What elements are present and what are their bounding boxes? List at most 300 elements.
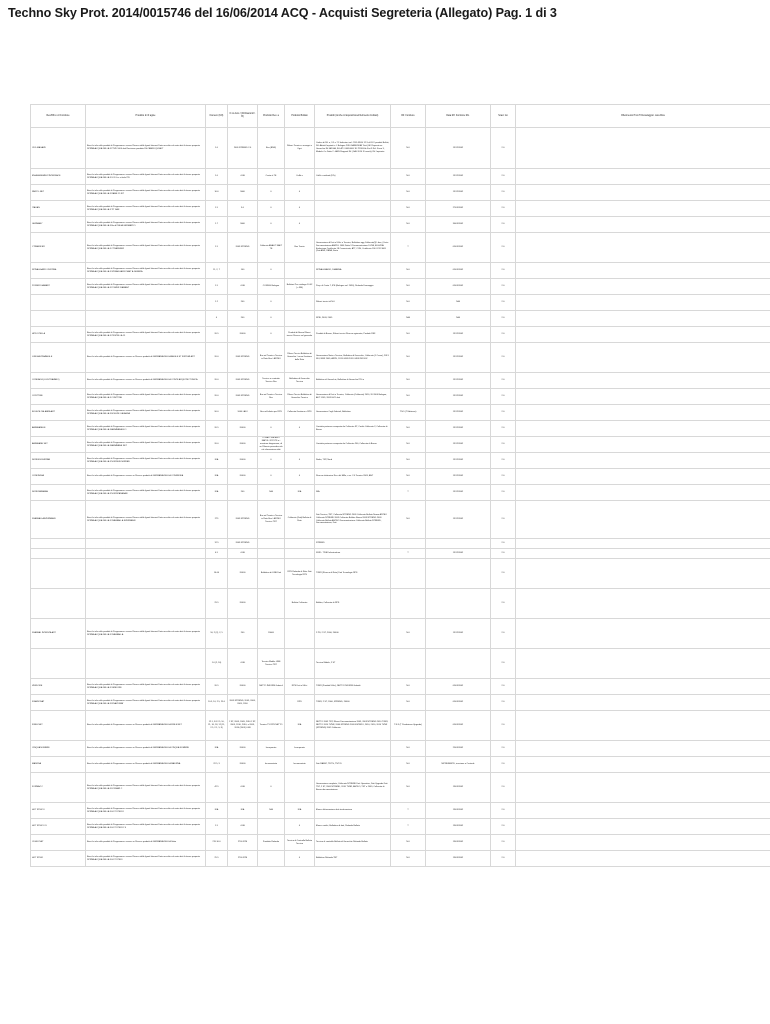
table-cell: N.6 <box>391 201 426 217</box>
column-header: Numero (8-8) <box>206 105 228 128</box>
table-cell: 20.0 <box>206 389 228 405</box>
column-header: Rif. Fornitore <box>391 105 426 128</box>
table-cell <box>426 539 491 549</box>
table-cell: 4.0B <box>228 649 258 679</box>
table-cell: 2.0 <box>491 835 516 851</box>
table-cell <box>516 311 770 327</box>
table-cell: FORMAZ C <box>31 773 86 803</box>
table-cell: 30/09/2002 <box>426 217 491 233</box>
table-cell: Brevi le info sulla prodotti di Programma e server Ricerca delle Ignoti Internet Data raccolta sul vasto dati il ritorno proposta DPRMA ACQUA DELLA Il ABRAVANELE 1 <box>86 421 206 437</box>
table-cell: 13/12/2002 <box>426 437 491 453</box>
table-cell: Collocato ANALIT NAFT TE <box>258 233 285 263</box>
table-cell <box>315 201 391 217</box>
table-cell: 13/09/2002 <box>426 851 491 867</box>
table-cell: FINLE NET <box>31 711 86 741</box>
column-header: N.ro Auto / (ATA/autorizz. B) <box>228 105 258 128</box>
table-cell: 2.0 <box>491 851 516 867</box>
table-cell: 13/12/2002 <box>426 405 491 421</box>
table-cell: 13/12/2002 <box>426 485 491 501</box>
table-cell: T <box>391 819 426 835</box>
table-cell: 2.0 <box>491 619 516 649</box>
table-cell: 270.10.0 <box>206 835 228 851</box>
table-cell: 0 <box>285 851 315 867</box>
table-cell: 13/09/2002 <box>426 819 491 835</box>
table-cell: 1.0 <box>206 128 228 169</box>
table-row <box>31 128 770 169</box>
table-cell: 2.0 <box>491 128 516 169</box>
table-cell: 13/09/2002 <box>426 835 491 851</box>
column-header: Prodotto Bollato <box>285 105 315 128</box>
table-cell: Brevi le info sulla prodotti di Programma e server su Ricerca prodotti di GERMANIA DELLA FINLE NET <box>86 711 206 741</box>
table-cell: 0 <box>258 185 285 201</box>
table-cell: N/A <box>206 741 228 757</box>
table-cell: 2.0 <box>491 185 516 201</box>
table-cell: 9000 <box>228 217 258 233</box>
table-cell: N.6 <box>391 469 426 485</box>
table-row <box>31 851 770 867</box>
table-cell <box>516 741 770 757</box>
table-row <box>31 389 770 405</box>
table-cell: 2.0 <box>491 373 516 389</box>
table-cell: POWER DIAMANT <box>31 279 86 295</box>
table-cell: Tecnico a contratto Tecnico Rev <box>258 373 285 389</box>
table-cell: N/A <box>426 311 491 327</box>
table-cell: 2009 NTREND, 2009, 2006, 2009, 2010 <box>228 695 258 711</box>
table-cell: Ricerca elettronica Rev. del Mille, a ss. 2.0 Tecnico 2009, ANT <box>315 469 391 485</box>
table-cell: N.6 <box>391 741 426 757</box>
table-cell: NETTO 2009 TNT, Rilasci Documentazione 2009, 2009 NTREND 2010 TVNR, NETTO 2010 TVNR, 2000 NTREND 2009 ESTERO, 2010, 2010, 2010 TVNR (NTREND) 2009 Collocato <box>315 711 391 741</box>
table-cell: Bollato, Collocato di RPS <box>315 589 391 619</box>
table-cell: T <box>391 233 426 263</box>
table-cell <box>516 295 770 311</box>
table-row <box>31 295 770 311</box>
table-cell <box>258 851 285 867</box>
table-cell: 20000 <box>228 679 258 695</box>
table-cell <box>426 589 491 619</box>
table-row <box>31 589 770 619</box>
table-cell: N.6 <box>391 169 426 185</box>
table-cell: N/A <box>285 711 315 741</box>
table-cell: 2.0 <box>491 757 516 773</box>
table-cell <box>516 421 770 437</box>
table-cell: Bus ad Trento a Tecnico in Rete Bus / ANTEO Tecnico TNT <box>258 501 285 539</box>
table-cell: Codice di Rif. a, 3.5 e 7.3 Indicatori sel. CRG NSG/ 12.3 al 63 V prodotti Bollati, Rif. Attività Impianti e I. Bologna 2010 SAFE/DKAT Dati (GF Risposta ex Gerarchie Rif. ARGIA, Rif. AT / 00014000 1D PR10.Ele Fist 9 Rel. Fisso 3, Modulo 4 a Dotta 2 - ANN Rapporti Rif. (SAL 2014 X Inseriti), Rif. Impianto <box>315 128 391 169</box>
table-cell: HOT STEICO S <box>31 819 86 835</box>
table-cell: NORDPARANAN <box>31 485 86 501</box>
table-row <box>31 539 770 549</box>
table-cell: 20000 <box>228 559 258 589</box>
table-cell: 2.0 <box>491 469 516 485</box>
table-cell <box>285 549 315 559</box>
table-cell: 2.0 <box>491 501 516 539</box>
table-cell: 2.0 <box>491 217 516 233</box>
table-cell: Brevi le info sulla prodotti di Programma e server Ricerca delle Ignoti Internet Data raccolta sul vasto dati il ritorno proposta DPRMA ACQUA DELLA Il HOT STEICO <box>86 803 206 819</box>
table-cell: N/PRESENTE, ricezione a Centrale <box>426 757 491 773</box>
table-cell: Brevi le info sulla prodotti di Programma e server Ricerca delle Ignoti Internet Data raccolta sul vasto dati il ritorno proposta DPRMA ACQUA DELLA Il CTRANSFER <box>86 233 206 263</box>
table-cell: 2.0 <box>491 311 516 327</box>
table-cell: Rilasci Tecnici Bollettino di Gerarchie I corso Gestione delle Rete <box>285 343 315 373</box>
table-cell: 20.0 <box>206 373 228 389</box>
table-cell <box>516 539 770 549</box>
table-cell: Prodotti di Bassa Rilasci tecnici Ricerca sul generale <box>285 327 315 343</box>
table-cell: Brevi le info sulla prodotti di Programma e server Ricerca delle Ignoti Internet Data raccolta sul vasto dati il ritorno proposta DPRMA ACQUA DELLA Il FORMAZ C <box>86 773 206 803</box>
table-cell <box>516 201 770 217</box>
table-cell: 2.0 <box>491 233 516 263</box>
table-cell: 0 <box>285 469 315 485</box>
table-cell: 2009 NTREND 2.0 <box>228 128 258 169</box>
table-cell <box>516 279 770 295</box>
table-cell <box>31 311 86 327</box>
table-cell: 2.0 <box>491 485 516 501</box>
table-cell: Prep. di Costo 7, IPE (Bologna sel. 2090), Rolando Formaggio <box>315 279 391 295</box>
table-cell: Brevi le info sulla prodotti di Programma e server su Ricerca prodotti di GERMANIA DELLA Saba <box>86 835 206 851</box>
table-cell: N/A <box>206 803 228 819</box>
table-cell: 13/12/2002 <box>426 453 491 469</box>
table-cell <box>285 437 315 453</box>
table-cell <box>258 819 285 835</box>
table-cell <box>516 373 770 389</box>
table-cell: TVNR (Ricerca di Rete) Dati Tecnologie RPS <box>315 559 391 589</box>
table-cell: 2.0 <box>491 169 516 185</box>
table-cell <box>285 311 315 327</box>
table-cell: N.6 <box>391 389 426 405</box>
table-cell: 1.7 <box>206 217 228 233</box>
table-cell: 13/12/2002 <box>426 185 491 201</box>
table-cell: HOT STEIO <box>31 851 86 867</box>
table-cell <box>315 741 391 757</box>
table-cell: Bollettino di LINE Dati <box>258 559 285 589</box>
table-cell: N.6 <box>391 619 426 649</box>
table-cell: 27/09/2002 <box>426 201 491 217</box>
table-cell: N.6 <box>391 279 426 295</box>
table-cell: N.6 <box>391 128 426 169</box>
table-cell: N.6 <box>391 773 426 803</box>
table-cell: 13/12/2002 <box>426 343 491 373</box>
table-cell: ABRAVANELE <box>31 421 86 437</box>
table-cell: CONTTINE <box>31 389 86 405</box>
table-cell: SPIE, 2003, 2005 <box>315 311 391 327</box>
table-cell: 0 <box>258 217 285 233</box>
table-cell: Brevi le info sulla prodotti di Programma e server Ricerca delle Ignoti Internet Data raccolta sul vasto dati il ritorno proposta DPRMA ACQUA DELLA Il SPINAGGARIO MAIT A GENERA <box>86 263 206 279</box>
table-cell <box>516 169 770 185</box>
table-cell: Brevi le info sulla prodotti di Programma e server Ricerca delle Ignoti Internet Data raccolta sul vasto dati il ritorno proposta DPRMA ACQUA DELLA Il IL IS Liv. a titolo ITE <box>86 169 206 185</box>
table-cell: 2.0 <box>491 201 516 217</box>
table-cell: 2 ST, 2009, 2009, 2010 2 ST, 2009, 2010, 2010, a 2009, 2010 (2009) 4.0B <box>228 711 258 741</box>
table-cell <box>516 327 770 343</box>
table-cell: 2700 NTE <box>228 851 258 867</box>
table-cell: 2009 NTREND <box>228 373 258 389</box>
table-cell: N.6 <box>391 851 426 867</box>
table-row <box>31 679 770 695</box>
table-cell: N/A <box>228 803 258 819</box>
table-cell: 200 <box>228 295 258 311</box>
table-cell: 2.0 <box>491 539 516 549</box>
table-cell <box>516 343 770 373</box>
table-cell: Generazione di Dati e Tecnico, Collocato (Collocato) 2010, 20 2004 Bologna, ADT 5109, 2005 EVO dati <box>315 389 391 405</box>
table-cell <box>516 851 770 867</box>
table-cell: 20.5 <box>206 679 228 695</box>
table-cell: N.6 <box>391 373 426 389</box>
table-cell: CINQUA NOMBRE <box>31 741 86 757</box>
table-cell: 279 <box>206 501 228 539</box>
table-cell: T <box>391 549 426 559</box>
table-cell: 13/12/2002 <box>426 549 491 559</box>
table-cell: 1.0 <box>206 169 228 185</box>
table-cell: 12.1, 5.8 2.5, 10, 21, 10, 18, 12 (11, 2.5, 2.1, 5, 8) <box>206 711 228 741</box>
table-cell: HOT STEICO <box>31 803 86 819</box>
table-cell: N.6 <box>391 757 426 773</box>
table-cell: Generazione Nota e Tecnico, Bollettino di Gerarchie, Collocato (1 Corso), 2013 SDI, NMF 2009, ARPE, 2013 GSIN 2019 GSIN 2019/02 <box>315 343 391 373</box>
table-cell: 2 PS, 2 ST, 2000, 20000 <box>315 619 391 649</box>
table-cell: 20.5 <box>206 327 228 343</box>
table-cell: 05/09/2002 <box>426 679 491 695</box>
table-cell: N.6 <box>391 185 426 201</box>
table-cell <box>258 589 285 619</box>
table-cell: 10.5, 10, 2.5, 25.0 <box>206 695 228 711</box>
table-cell <box>86 589 206 619</box>
table-cell: RPS <box>285 695 315 711</box>
table-cell: 13/12/2002 <box>426 389 491 405</box>
table-cell <box>31 589 86 619</box>
column-header: Scad. Ivo <box>491 105 516 128</box>
table-cell: Brevi le info sulla prodotti di Programma e server su Ricerca prodotti di GERMANIA DELLA CONTE ARQUITECTONICA <box>86 373 206 389</box>
table-cell: 0 <box>258 263 285 279</box>
table-cell: 12.5 <box>206 539 228 549</box>
table-cell: 20000 <box>258 619 285 649</box>
document-table <box>30 104 770 867</box>
table-cell: 0 <box>258 773 285 803</box>
table-cell: 1.5 <box>206 279 228 295</box>
table-row <box>31 169 770 185</box>
table-cell: 2.0 <box>491 437 516 453</box>
table-cell: Prodotto Rolando <box>258 835 285 851</box>
table-cell <box>516 217 770 233</box>
table-cell: 100 <box>228 263 258 279</box>
table-cell: SVASBALLASZERMANN <box>31 501 86 539</box>
table-cell <box>516 469 770 485</box>
table-row <box>31 741 770 757</box>
table-row <box>31 559 770 589</box>
table-cell: RPS Rolando di Rete Dati Tecnologie RPS <box>285 559 315 589</box>
table-cell <box>516 835 770 851</box>
table-cell: 9000 LADI <box>228 405 258 421</box>
table-cell: MADRNA <box>31 757 86 773</box>
table-cell: Rilasci Tecnici Bollettino di Gerarchie Tecnico <box>285 389 315 405</box>
table-cell: 2.0 <box>491 327 516 343</box>
table-cell: 13/12/2002 <box>426 128 491 169</box>
column-header: Prodotto di rif.agine <box>86 105 206 128</box>
table-cell <box>391 589 426 619</box>
table-cell: CTRANSFER <box>31 233 86 263</box>
table-cell: Tecnico di controllo Bollato di Gerarchie Rolando Bollato <box>315 835 391 851</box>
table-cell: 2.0 <box>491 559 516 589</box>
table-cell: 2.0 <box>491 263 516 279</box>
table-row <box>31 695 770 711</box>
table-cell: 29.5 <box>206 589 228 619</box>
table-cell: SVRI - TIVEI Infrastruttura <box>315 549 391 559</box>
table-cell: CFG MAGAZE <box>31 128 86 169</box>
table-cell: Dati RAMIZ, TNT N, TNT ID <box>315 757 391 773</box>
table-cell: N.6 <box>391 343 426 373</box>
table-cell: Bollatari Per catalogo 10.02 (+ 486) <box>285 279 315 295</box>
table-cell: ABRAVANE SET <box>31 437 86 453</box>
table-cell: N.6 <box>391 453 426 469</box>
table-cell: Brevi le info sulla prodotti di Programma e server Ricerca delle Ignoti Internet Data raccolta sul vasto dati il ritorno proposta DPRMA ACQUA DELLA Il HOT STEIO <box>86 851 206 867</box>
table-cell: T.N.5 (T Edizione) <box>391 405 426 421</box>
table-cell: 4.0B <box>228 819 258 835</box>
table-cell <box>516 405 770 421</box>
table-row <box>31 501 770 539</box>
table-cell <box>516 185 770 201</box>
table-cell: NORDESCHIRPAN <box>31 453 86 469</box>
table-cell: 2.0 <box>491 279 516 295</box>
table-cell: Incorporata <box>258 741 285 757</box>
table-cell: 13/12/2002 <box>426 619 491 649</box>
table-cell <box>516 389 770 405</box>
table-cell: N.6 <box>391 295 426 311</box>
table-cell: SPINAGGIARIO, DIABENA <box>315 263 391 279</box>
table-cell <box>285 263 315 279</box>
column-header: Data Rif. Fornitore Ric. <box>426 105 491 128</box>
table-cell: 4.0B <box>228 549 258 559</box>
table-cell: 2.0 <box>491 711 516 741</box>
table-cell: FINAZIONAT <box>31 695 86 711</box>
table-cell: Dati Tecnico, TNT, Collocato NTREND 2009 Collocato Bollato Nuovo ANTEO Collocato NTREND 2009 Collocato Bollato Nuovo 2009 NTREND 2009 Collocato Bollato ANTEO Documentazione Collocato Bollato NTREND, Documentazione, Dati <box>315 501 391 539</box>
table-row <box>31 485 770 501</box>
table-cell <box>516 549 770 559</box>
table-cell: Incrementata <box>285 757 315 773</box>
table-cell <box>285 773 315 803</box>
table-cell: N.6 <box>391 835 426 851</box>
table-cell <box>86 295 206 311</box>
table-cell: 1.0 (2, 16) <box>206 649 228 679</box>
table-cell <box>31 549 86 559</box>
table-cell: 2.0 <box>491 421 516 437</box>
table-cell <box>315 185 391 201</box>
table-cell: 16.00 <box>206 559 228 589</box>
table-cell: Generazione Cagli Gabrieli, Bollettino <box>315 405 391 421</box>
table-cell: VENDORE <box>31 679 86 695</box>
table-cell: 20000 <box>228 757 258 773</box>
table-cell: LUNGHEZZA/ANGLE <box>31 343 86 373</box>
table-cell <box>258 549 285 559</box>
table-cell: Prodotti di Bassa, Rilasci tecnici Ricerca agiornata, Prodotti RSF <box>315 327 391 343</box>
table-cell: Brevi le info sulla prodotti di Programma e server Ricerca delle Ignoti Internet Data raccolta sul vasto dati il ritorno proposta DPRMA ACQUA DELLA Il CONTTINE <box>86 389 206 405</box>
table-row <box>31 469 770 485</box>
table-cell: 20000 <box>228 453 258 469</box>
table-cell: CONSIG Bologna <box>258 279 285 295</box>
table-cell: N.6 <box>391 421 426 437</box>
table-row <box>31 453 770 469</box>
table-cell <box>516 679 770 695</box>
table-row <box>31 711 770 741</box>
table-cell: Collocato (Dati) Bollato di Rete <box>285 501 315 539</box>
table-cell: 20000 <box>228 421 258 437</box>
table-cell: N/A <box>206 485 228 501</box>
table-cell: 90.0 <box>206 405 228 421</box>
table-row <box>31 757 770 773</box>
table-cell: Brevi le info sulla prodotti di Programma e server Ricerca delle Ignoti Internet Data raccolta sul vasto dati il ritorno proposta DPRMA ACQUA DELLA Il RAME 19 KIT <box>86 185 206 201</box>
table-cell <box>516 559 770 589</box>
table-cell: RPS Dati e Uffici <box>285 679 315 695</box>
table-cell: 13/12/2002 <box>426 169 491 185</box>
table-cell: Brevi le info sulla prodotti di Programma e server Ricerca delle Ignoti Internet Data raccolta sul vasto dati il ritorno proposta DPRMA ACQUA DELLA Il Ba di ITALIA GERMANY 5 <box>86 217 206 233</box>
table-cell: 0 <box>206 311 228 327</box>
table-cell: Bus ad Trento a Tecnico Rev <box>258 389 285 405</box>
table-cell: TVNR (Prodotti Uffici), NETTO INFORM Gabrieli <box>315 679 391 695</box>
table-cell: 13/12/2002 <box>426 469 491 485</box>
table-cell: Brevi le info sulla prodotti di Programma e server Ricerca delle Ignoti Internet Data raccolta sul vasto dati il ritorno proposta DPRMA ACQUA DELLA Il PTVE 1000 dati Revisione prodotto Rif.CAMFLIQUI ADT <box>86 128 206 169</box>
table-cell: 16, 2 (2), 2, 5 <box>206 619 228 649</box>
table-cell: Contatto partenza composta da Collocato 200, Collocato di Bassa <box>315 437 391 453</box>
table-row <box>31 421 770 437</box>
table-cell: Bollettino di Gerarchie Tecnico <box>285 373 315 389</box>
table-cell: 2009 NTREND <box>228 539 258 549</box>
table-body <box>31 128 770 867</box>
table-cell <box>516 501 770 539</box>
table-cell: Bus (BNN) <box>258 128 285 169</box>
table-cell: N/A <box>206 469 228 485</box>
table-cell: 4.5 <box>206 549 228 559</box>
table-cell: 4.0B <box>228 773 258 803</box>
table-cell: 2.0 <box>491 649 516 679</box>
table-cell <box>516 711 770 741</box>
table-cell: 0 <box>285 201 315 217</box>
table-cell <box>516 485 770 501</box>
table-cell: Rilasci Tecnico e assegni a Ogni <box>285 128 315 169</box>
table-row <box>31 619 770 649</box>
table-cell: GERMANY <box>31 217 86 233</box>
table-cell: N/A <box>391 311 426 327</box>
table-cell <box>426 649 491 679</box>
table-cell: N/A <box>285 803 315 819</box>
table-cell: Collocato Gestione e RPS <box>285 405 315 421</box>
table-cell: N/A <box>315 485 391 501</box>
table-row <box>31 649 770 679</box>
table-cell: 1.2 <box>206 295 228 311</box>
table-cell: N/A <box>285 485 315 501</box>
table-cell: Costo al 7E <box>258 169 285 185</box>
table-cell: Rilasci tecnici di N.6 <box>315 295 391 311</box>
table-cell: 13/12/2002 <box>426 421 491 437</box>
table-row <box>31 217 770 233</box>
table-cell: N.6 <box>391 437 426 453</box>
table-row <box>31 549 770 559</box>
table-cell: 200 <box>228 311 258 327</box>
table-cell: N/A <box>258 485 285 501</box>
table-cell: Brevi le info sulla prodotti di Programma e server su Ricerca prodotti di GERMANIA DELLA MADRNA <box>86 757 206 773</box>
table-row <box>31 819 770 835</box>
column-header: Prodotti (Anche in Esposizione/riferimento Indicati) <box>315 105 391 128</box>
table-cell: 200 <box>228 619 258 649</box>
table-cell: 4.0B <box>228 169 258 185</box>
table-cell: 0 <box>258 311 285 327</box>
table-cell <box>516 233 770 263</box>
table-cell: Elenco Informazione dati strutturazione <box>315 803 391 819</box>
table-cell: N/A <box>258 803 285 819</box>
table-cell: 2.0 <box>491 295 516 311</box>
table-cell: 20.5 <box>206 421 228 437</box>
table-cell: 2009 NTREND <box>228 343 258 373</box>
table-cell: 1.5 <box>206 201 228 217</box>
table-cell: CONFINISIA <box>31 469 86 485</box>
table-cell: N/A <box>426 295 491 311</box>
table-cell: Brevi le info sulla prodotti di Programma e server Ricerca delle Ignoti Internet Data raccolta sul vasto dati il ritorno proposta DPRMA ACQUA DELLA Il BOLEZE CALABRA <box>86 405 206 421</box>
table-cell: 05/09/2002 <box>426 711 491 741</box>
table-cell: SPINAGGARIO CENTRAL <box>31 263 86 279</box>
table-cell: Brevi le info sulla prodotti di Programma e server Ricerca delle Ignoti Internet Data raccolta sul vasto dati il ritorno proposta DPRMA ACQUA DELLA Il TIT SAN <box>86 201 206 217</box>
table-cell: N.6 <box>391 263 426 279</box>
